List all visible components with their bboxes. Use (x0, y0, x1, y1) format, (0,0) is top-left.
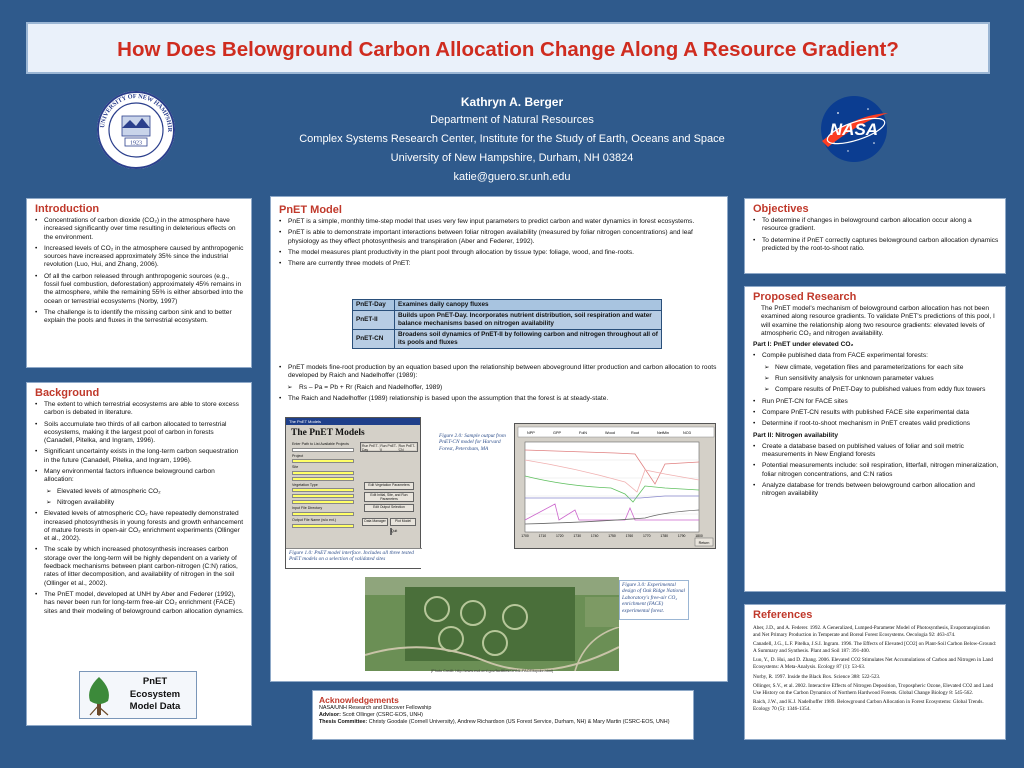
pnet-model-title: PnET Model (279, 204, 342, 216)
references-panel (744, 604, 1006, 740)
badge-line: Ecosystem (129, 688, 181, 700)
proposed-item: • Potential measurements include: soil respiration, litterfall, nitrogen mineralization, foliar nitrogen concentrations, and C:N ratios (753, 462, 999, 479)
author-center: Complex Systems Research Center, Institute for the Study of Earth, Oceans and Space (299, 133, 725, 145)
forest-photo-art (365, 577, 619, 671)
ack-advisor: Scott Ollinger (CSRC-EOS, UNH) (342, 712, 423, 718)
pnet-item: • The model measures plant productivity in the plant pool through allocation by tissue type: foliage, wood, and fine-roots. (279, 249, 717, 257)
reference-item: Canadell, J.G., L.F. Pitelka, J.S.I. Ingram. 1996. The Effects of Elevated [CO2] on Plant-Soil Carbon Below-Ground: A Summary and Synthesis. Plant and Soil 187: 391-400. (753, 641, 997, 654)
intro-item: • Increased levels of CO₂ in the atmosphere caused by anthropogenic sources have increased approximately 35% since the industrial revolution (Luo, Hui, and Zhang, 2006). (35, 245, 245, 270)
pnet-badge (79, 671, 197, 719)
figure-3-caption: Figure 3.0: Experimental design of Oak Ridge National Laboratory's free-air CO₂ enrichment (FACE) experimental forest. (619, 580, 689, 620)
edit-vegetation-button[interactable]: Edit Vegetation Parameters (364, 482, 414, 490)
background-item: • Significant uncertainty exists in the long-term carbon sequestration in the future (Canadell, Pitelka, and Ingram, 1996). (35, 448, 245, 465)
chart-year-tick: 1750 (608, 534, 616, 538)
gui-label: Output File Name (w/o ext.) (292, 517, 336, 522)
pnet-item: • There are currently three models of PnET: (279, 260, 717, 268)
pnet-item: • PnET models fine-root production by an equation based upon the relationship between aboveground litter production and carbon allocation to roots developed by Raich and Nadelhoffer (1989): (279, 364, 719, 381)
pnet-item: • PnET is able to demonstrate important interactions between foliar nitrogen availability (measured by foliar nitrogen concentrations) and leaf physiology as they effect photosynthesis and transpiration (Aber and Federer, 1992). (279, 229, 717, 246)
proposed-research-panel (744, 286, 1006, 592)
proposed-subitem: ➢ Compare results of PnET-Day to published values from eddy flux towers (753, 386, 999, 394)
chart-years (521, 534, 703, 538)
background-panel (26, 382, 252, 726)
table-cell-desc: Broadens soil dynamics of PnET-II by following carbon and nitrogen throughout all of its pools and fluxes (395, 330, 662, 349)
author-email[interactable]: katie@guero.sr.unh.edu (453, 171, 571, 183)
chart-year-tick: 1780 (660, 534, 668, 538)
chart-year-tick: 1800 (695, 534, 703, 538)
background-item: • The scale by which increased photosynthesis increases carbon storage over the long-term will be highly dependent on a variety of feedback mechanisms between plant carbon-nitrogen (C:N) ratios, rates of litter decomposition, and availability of nitrogen in the soil (Ollinger et al., 2002). (35, 546, 245, 587)
table-cell-model: PnET-II (353, 311, 395, 330)
proposed-item: • Compare PnET-CN results with published FACE site experimental data (753, 409, 999, 417)
chart-year-tick: 1720 (556, 534, 564, 538)
proposed-part1: Part I: PnET under elevated CO₂ (753, 341, 854, 349)
proposed-title: Proposed Research (753, 291, 857, 303)
quit-button[interactable]: Quit (391, 529, 398, 533)
proposed-subitem: ➢ Run sensitivity analysis for unknown parameter values (753, 375, 999, 383)
pnet-equation: ➢ Rs – Pa = Pb + Rr (Raich and Nadelhoffer, 1989) (279, 384, 719, 392)
ack-advisor-label: Advisor: (319, 712, 341, 718)
chart-variable-label: FolN (579, 431, 588, 435)
seal-text: UNIVERSITY OF NEW HAMPSHIR (99, 92, 174, 133)
data-manager-button[interactable]: Data Manager (362, 518, 388, 526)
chart-variable-label: Wood (605, 431, 615, 435)
intro-item: • Of all the carbon released through anthropogenic sources (e.g., fossil fuel combustion, deforestation) approximately 45% remains in the atmosphere, while the remaining 55% is either absorbed into the ocean or terrestrial ecosystems (Norby, 1997) (35, 273, 245, 306)
ack-committee: Christy Goodale (Cornell University), Andrew Richardson (US Forest Service, Durham, NH) & Mary Martin (CSRC-EOS, UNH) (368, 719, 670, 725)
pnet-models-table (352, 299, 662, 349)
nasa-wordmark: NASA (829, 120, 879, 139)
proposed-item: • Compile published data from FACE experimental forests: (753, 352, 999, 360)
chart-year-tick: 1790 (677, 534, 686, 538)
reference-item: Luo, Y., D. Hui, and D. Zhang. 2006. Elevated CO2 Stimulates Net Accumulations of Carbon and Nitrogen in Land Ecosystems: A Meta-Analysis. Ecology 87 (1): 53-63. (753, 657, 994, 670)
chart-variable-label: NO3 (683, 431, 691, 435)
edit-initial-button[interactable]: Edit Initial, Site, and Run Parameters (364, 492, 414, 502)
chart-year-tick: 1730 (573, 534, 581, 538)
proposed-subitem: ➢ New climate, vegetation files and parameterizations for each site (753, 364, 999, 372)
face-aerial-photo (365, 577, 619, 671)
proposed-intro: The PnET model's mechanism of belowground carbon allocation has not been examined along resource gradients. To validate PnET's predictions of this pool, I will examine the relationship along two resource gradients: elevated levels of atmospheric CO₂ and nitrogen availability. (761, 305, 995, 337)
gui-heading: The PnET Models (291, 428, 365, 438)
background-subitem: ➢ Elevated levels of atmospheric CO₂ (35, 488, 245, 496)
pnet-item: • PnET is a simple, monthly time-step model that uses very few input parameters to predict carbon and water dynamics in forest ecosystems. (279, 218, 717, 226)
background-item: • Elevated levels of atmospheric CO₂ have repeatedly demonstrated increased photosynthesis in young forests and growth enhancement of mature forests in open-air CO₂ enrichment experiments (Ollinger et al., 2002). (35, 510, 245, 543)
title-banner (26, 22, 990, 74)
edit-output-button[interactable]: Edit Output Selection (364, 504, 414, 512)
background-item: • The extent to which terrestrial ecosystems are able to store excess carbon is debated in literature. (35, 401, 245, 418)
table-row (353, 311, 662, 330)
proposed-item: • Determine if root-to-shoot mechanism in PnET creates valid predictions (753, 420, 999, 428)
background-title: Background (35, 387, 100, 399)
gui-titlebar: The PnET Models (286, 418, 420, 425)
poster-title: How Does Belowground Carbon Allocation Change Along A Resource Gradient? (117, 38, 899, 61)
figure-1-caption: Figure 1.0: PnET model interface. Includes all three tested PnET models on a selection of validated sites (286, 548, 422, 568)
chart-return-button[interactable]: Return (698, 541, 710, 545)
author-name: Kathryn A. Berger (460, 95, 564, 109)
proposed-item: • Analyze database for trends between belowground carbon allocation and nitrogen availability (753, 482, 999, 499)
gui-label: Project (292, 453, 304, 458)
intro-item: • Concentrations of carbon dioxide (CO₂) in the atmosphere have increased significantly over time resulting in deleterious effects on the environment. (35, 217, 245, 242)
chart-variable-label: NetMin (657, 431, 670, 435)
gui-label: Enter Path to List Available Projects (292, 442, 349, 446)
nasa-logo (818, 93, 890, 165)
figure-2-caption: Figure 2.0: Sample output from PnET-CN model for Harvard Forest, Petersham, MA (439, 433, 506, 452)
badge-line: Model Data (129, 701, 181, 712)
chart-year-tick: 1700 (521, 534, 529, 538)
plot-model-button[interactable]: Plot Model (390, 518, 416, 526)
chart-variable-label: NPP (527, 431, 535, 435)
table-row (353, 330, 662, 349)
pnet-gui-figure (285, 417, 421, 569)
ack-line1: NASA/UNH Research and Discover Fellowship (319, 705, 432, 711)
pnet-model-panel (270, 196, 728, 682)
acknowledgements-panel (312, 690, 694, 740)
objective-item: • To determine if PnET correctly captures belowground carbon allocation dynamics predicted by the root-to-shoot ratio. (753, 237, 999, 254)
pnet-item: • The Raich and Nadelhoffer (1989) relationship is based upon the assumption that the forest is at steady-state. (279, 395, 719, 403)
gui-label: Input File Directory (292, 506, 323, 511)
proposed-item: • Create a database based on published values of foliar and soil metric measurements in New England forests (753, 443, 999, 460)
introduction-title: Introduction (35, 203, 100, 215)
objective-item: • To determine if changes in belowground carbon allocation occur along a resource gradient. (753, 217, 999, 234)
run-pnet-ii-button[interactable]: Run PnET-II (380, 444, 397, 452)
author-dept: Department of Natural Resources (430, 114, 594, 126)
run-pnet-cn-button[interactable]: Run PnET-CN (398, 444, 416, 452)
gui-label: Vegetation Type (292, 482, 318, 487)
unh-seal (96, 90, 176, 170)
background-item: • Soils accumulate two thirds of all carbon allocated to terrestrial ecosystems, making it the largest pool of carbon in forests (Canadell, Pitelka, and Ingram, 1996). (35, 421, 245, 446)
table-row (353, 300, 662, 311)
objectives-title: Objectives (753, 203, 809, 215)
reference-item: Ollinger, S.V., et al. 2002. Interactive Effects of Nitrogen Deposition, Tropospheric Ozone, Elevated CO2 and Land Use History on the Carbon Dynamics of Northern Hardwood Forests. Global Change Biology 8: 545-562. (753, 683, 994, 696)
chart-variable-label: Root (631, 431, 640, 435)
reference-item: Raich, J.W., and K.J. Nadelhoffer 1989. Belowground Carbon Allocation in Forest Ecosystems: Global Trends. Ecology 70 (5): 1346-1354. (753, 699, 984, 712)
proposed-part2: Part II: Nitrogen availability (753, 431, 839, 439)
author-univ: University of New Hampshire, Durham, NH 03824 (390, 152, 634, 164)
references-title: References (753, 609, 813, 621)
table-cell-model: PnET-CN (353, 330, 395, 349)
reference-item: Aber, J.D., and A. Federer. 1992. A Generalized, Lumped-Parameter Model of Photosynthesis, Evapotranspiration and Net Primary Production in Temperate and Boreal Forest Ecosystems. Oecologia 92: 463-474. (753, 625, 990, 638)
run-pnet-day-button[interactable]: Run PnET-Day (362, 444, 379, 452)
table-cell-model: PnET-Day (353, 300, 395, 311)
reference-item: Norby, R. 1997. Inside the Black Box. Science 388: 522-523. (753, 673, 881, 680)
badge-line: PnET (142, 676, 168, 687)
seal-year: 1923 (130, 140, 142, 147)
photo-credit: (Photo Credit: http://www.esd.ornl.gov/facilities/ORNL-FACE/topobr.html) (430, 669, 554, 673)
chart-year-tick: 1710 (538, 534, 547, 538)
tree-icon (84, 675, 114, 717)
background-item: • Many environmental factors influence belowground carbon allocation: (35, 468, 245, 485)
ack-committee-label: Thesis Committee: (319, 719, 368, 725)
author-block (200, 94, 824, 187)
objectives-panel (744, 198, 1006, 274)
chart-year-tick: 1770 (643, 534, 651, 538)
chart-variable-label: GPP (553, 431, 562, 435)
chart-year-tick: 1740 (590, 534, 599, 538)
ack-title: Acknowledgements (319, 695, 399, 705)
introduction-panel (26, 198, 252, 368)
gui-label: Site (292, 465, 299, 470)
output-chart (515, 424, 717, 550)
proposed-item: • Run PnET-CN for FACE sites (753, 398, 999, 406)
intro-item: • The challenge is to identify the missing carbon sink and to better explain the pools and fluxes in the terrestrial ecosystem. (35, 309, 245, 326)
table-cell-desc: Examines daily canopy fluxes (395, 300, 662, 311)
table-cell-desc: Builds upon PnET-Day. Incorporates nutrient distribution, soil respiration and water balance mechanisms based on nitrogen availability (395, 311, 662, 330)
pnet-output-plot (514, 423, 716, 549)
background-item: • The PnET model, developed at UNH by Aber and Federer (1992), has never been run for long-term free-air CO₂ enrichment (FACE) sites and their modeling of belowground carbon allocation dynamics. (35, 591, 245, 616)
background-subitem: ➢ Nitrogen availability (35, 499, 245, 507)
chart-year-tick: 1760 (625, 534, 634, 538)
